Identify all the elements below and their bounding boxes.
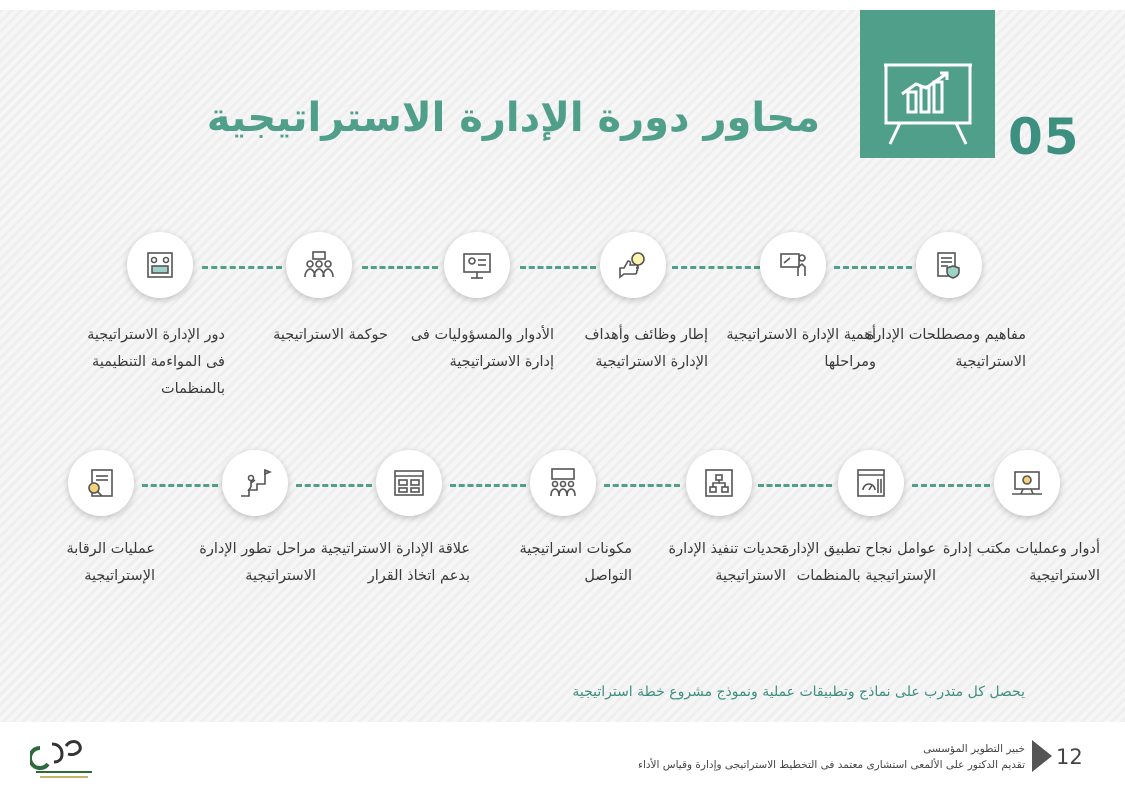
- decision-window-icon: [392, 466, 426, 500]
- org-alignment-icon: [143, 248, 177, 282]
- topic-label: تحديات تنفيذ الإدارة الاستراتيجية: [668, 541, 786, 584]
- role-board-icon: [460, 248, 494, 282]
- training-note: يحصل كل متدرب على نماذج وتطبيقات عملية ونموذج مشروع خطة استراتيجية: [572, 684, 1025, 700]
- thumbs-up-lightbulb-icon: [616, 248, 650, 282]
- topic-label: عوامل نجاح تطبيق الإدارة الإستراتيجية بالمنظمات: [781, 541, 936, 584]
- topic-label: إطار وظائف وأهداف الإدارة الاستراتيجية: [584, 327, 708, 370]
- topic-node: [376, 450, 442, 516]
- connector: [362, 266, 438, 269]
- presentation-chart-icon: [860, 10, 995, 158]
- topic-node: [286, 232, 352, 298]
- topic-node: [68, 450, 134, 516]
- topic-node: [916, 232, 982, 298]
- section-number: 05: [1008, 108, 1080, 166]
- topic-node: [994, 450, 1060, 516]
- dashboard-gauge-icon: [854, 466, 888, 500]
- header-icon-box: [860, 10, 995, 158]
- topic-node: [222, 450, 288, 516]
- topic-node: [600, 232, 666, 298]
- connector: [296, 484, 372, 487]
- topic-node: [760, 232, 826, 298]
- connector: [758, 484, 832, 487]
- topic-label: دور الإدارة الاستراتيجية فى المواءمة التنظيمية بالمنظمات: [87, 327, 225, 397]
- topic-label: أهمية الإدارة الاستراتيجية ومراحلها: [726, 327, 876, 370]
- page-title: محاور دورة الإدارة الاستراتيجية: [206, 95, 820, 141]
- connector: [450, 484, 526, 487]
- topic-label: حوكمة الاستراتيجية: [273, 327, 388, 343]
- topic-label: مراحل تطور الإدارة الاستراتيجية: [199, 541, 316, 584]
- topic-node: [530, 450, 596, 516]
- climbing-steps-icon: [238, 466, 272, 500]
- hierarchy-window-icon: [702, 466, 736, 500]
- monitoring-report-icon: [84, 466, 118, 500]
- topic-label: مكونات استراتيجية التواصل: [519, 541, 632, 584]
- footer-subtitle: تقديم الدكتور على الألمعى استشارى معتمد فى التخطيط الاستراتيجى وإدارة وقياس الأداء: [638, 759, 1025, 771]
- connector: [202, 266, 282, 269]
- presenter-board-icon: [776, 248, 810, 282]
- connector: [142, 484, 218, 487]
- connector: [672, 266, 760, 269]
- institute-logo-icon: [30, 736, 100, 782]
- page-number: 12: [1056, 745, 1083, 769]
- topic-label: مفاهيم ومصطلحات الإدارة الاستراتيجية: [866, 327, 1026, 370]
- topic-node: [686, 450, 752, 516]
- connector: [834, 266, 912, 269]
- topic-label: عمليات الرقابة الإستراتيجية: [66, 541, 155, 584]
- connector: [912, 484, 990, 487]
- document-shield-icon: [932, 248, 966, 282]
- connector: [520, 266, 596, 269]
- topic-label: علاقة الإدارة الاستراتيجية بدعم اتخاذ القرار: [320, 541, 470, 584]
- arrow-icon: [1032, 740, 1052, 772]
- topic-node: [127, 232, 193, 298]
- topic-node: [444, 232, 510, 298]
- top-strip: [0, 0, 1125, 10]
- topic-node: [838, 450, 904, 516]
- footer-title: خبير التطوير المؤسسى: [923, 743, 1025, 755]
- communication-group-icon: [546, 466, 580, 500]
- team-meeting-icon: [302, 248, 336, 282]
- topic-label: أدوار وعمليات مكتب إدارة الاستراتيجية: [942, 541, 1100, 584]
- topic-label: الأدوار والمسؤوليات فى إدارة الاستراتيجية: [410, 327, 554, 370]
- office-gear-icon: [1010, 466, 1044, 500]
- connector: [604, 484, 680, 487]
